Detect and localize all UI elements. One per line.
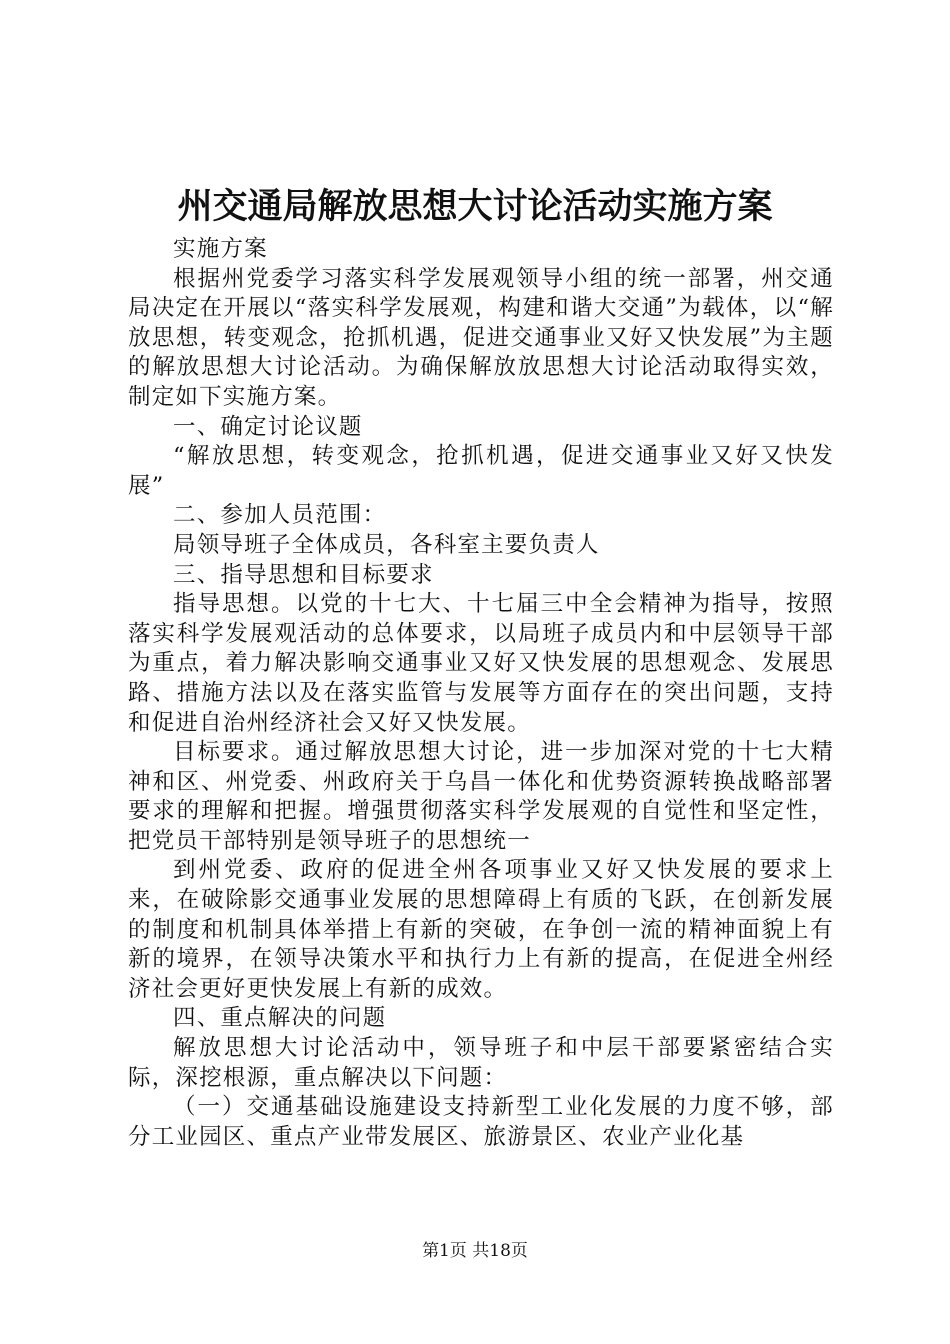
section-heading-4: 四、重点解决的问题 xyxy=(173,1005,387,1032)
paragraph-participants: 局领导班子全体成员，各科室主要负责人 xyxy=(173,531,600,558)
section-heading-3: 三、指导思想和目标要求 xyxy=(173,561,434,588)
section-heading-1: 一、确定讨论议题 xyxy=(173,413,363,440)
paragraph-problem-1: （一）交通基础设施建设支持新型工业化发展的力度不够，部分工业园区、重点产业带发展区、旅游景区、农业产业化基 xyxy=(128,1094,834,1150)
paragraph-subtitle: 实施方案 xyxy=(173,236,268,262)
paragraph-guiding-thought: 指导思想。以党的十七大、十七届三中全会精神为指导，按照落实科学发展观活动的总体要求，以局班子成员内和中层领导干部为重点，着力解决影响交通事业又好又快发展的思想观念、发展思路、措施方法以及在落实监管与发展等方面存在的突出问题，支持和促进自治州经济社会又好又快发展。 xyxy=(128,591,834,736)
paragraph-goals-continued: 到州党委、政府的促进全州各项事业又好又快发展的要求上来，在破除影交通事业发展的思想障碍上有质的飞跃，在创新发展的制度和机制具体举措上有新的突破，在争创一流的精神面貌上有新的境界，在领导决策水平和执行力上有新的提高，在促进全州经济社会更好更快发展上有新的成效。 xyxy=(128,857,834,1002)
page-number-footer: 第1页 共18页 xyxy=(422,1241,528,1261)
paragraph-topic: “解放思想，转变观念，抢抓机遇，促进交通事业又好又快发展” xyxy=(128,443,834,499)
paragraph-problems-intro: 解放思想大讨论活动中，领导班子和中层干部要紧密结合实际，深挖根源，重点解决以下问题： xyxy=(128,1035,834,1091)
paragraph-intro: 根据州党委学习落实科学发展观领导小组的统一部署，州交通局决定在开展以“落实科学发展观，构建和谐大交通”为载体，以“解放思想，转变观念，抢抓机遇，促进交通事业又好又快发展”为主题的解放思想大讨论活动。为确保解放放思想大讨论活动取得实效，制定如下实施方案。 xyxy=(128,265,834,410)
section-heading-2: 二、参加人员范围： xyxy=(173,502,387,529)
document-title: 州交通局解放思想大讨论活动实施方案 xyxy=(177,186,773,227)
document-body xyxy=(128,235,834,1152)
paragraph-goals: 目标要求。通过解放思想大讨论，进一步加深对党的十七大精神和区、州党委、州政府关于乌昌一体化和优势资源转换战略部署要求的理解和把握。增强贯彻落实科学发展观的自觉性和坚定性，把党员干部特别是领导班子的思想统一 xyxy=(128,739,834,854)
